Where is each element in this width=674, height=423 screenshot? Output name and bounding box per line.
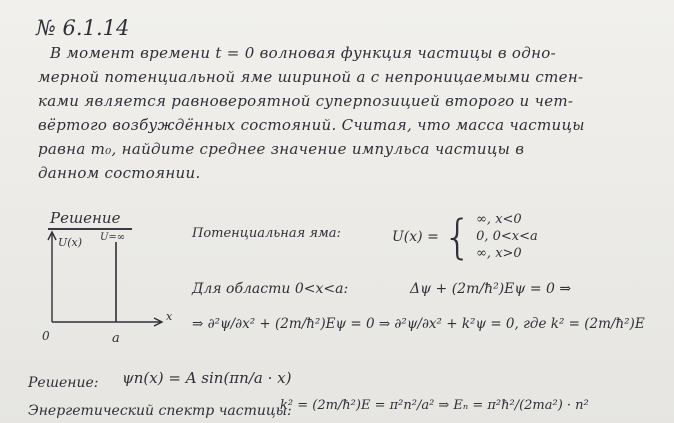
problem-line-1: В момент времени t = 0 волновая функция частицы в одно-	[50, 44, 556, 62]
solution-label: Решение:	[28, 375, 99, 391]
problem-line-3: ками является равновероятной суперпозицией второго и чет-	[38, 92, 574, 110]
potential-case-2: 0, 0<x<a	[476, 229, 538, 244]
potential-definition	[392, 211, 538, 262]
origin-label: 0	[42, 329, 50, 343]
spectrum-label: Энергетический спектр частицы:	[28, 403, 292, 419]
well-edge-label: a	[112, 331, 120, 346]
potential-well-label: Потенциальная яма:	[192, 226, 341, 241]
problem-line-5: равна m₀, найдите среднее значение импульса частицы в	[38, 140, 525, 158]
infinity-label: U=∞	[100, 232, 126, 243]
left-brace: {	[442, 209, 473, 264]
potential-case-1: ∞, x<0	[476, 212, 522, 227]
potential-cases	[476, 211, 538, 262]
problem-number: № 6.1.14	[36, 16, 130, 40]
potential-case-3: ∞, x>0	[476, 246, 522, 261]
spectrum-equation: k² = (2m/ħ²)E = π²n²/a² ⇒ Eₙ = π²ħ²/(2ma²) · n²	[280, 398, 589, 413]
x-axis-label: x	[166, 310, 173, 323]
y-axis-label: U(x)	[58, 236, 83, 249]
problem-line-2: мерной потенциальной яме шириной a с непроницаемыми стен-	[38, 68, 584, 86]
problem-line-4: вёртого возбуждённых состояний. Считая, что масса частицы	[38, 116, 585, 134]
potential-lhs: U(x) =	[392, 228, 439, 245]
schrodinger-equation: Δψ + (2m/ħ²)Eψ = 0 ⇒	[410, 281, 572, 297]
wavefunction: ψn(x) = A sin(πn/a · x)	[122, 369, 292, 387]
reduced-equation: ⇒ ∂²ψ/∂x² + (2m/ħ²)Eψ = 0 ⇒ ∂²ψ/∂x² + k²ψ = 0, где k² = (2m/ħ²)E	[192, 316, 645, 332]
potential-well-graph	[40, 226, 180, 346]
problem-line-6: данном состоянии.	[38, 164, 201, 182]
solution-title: Решение	[50, 209, 121, 227]
region-label: Для области 0<x<a:	[192, 281, 349, 297]
